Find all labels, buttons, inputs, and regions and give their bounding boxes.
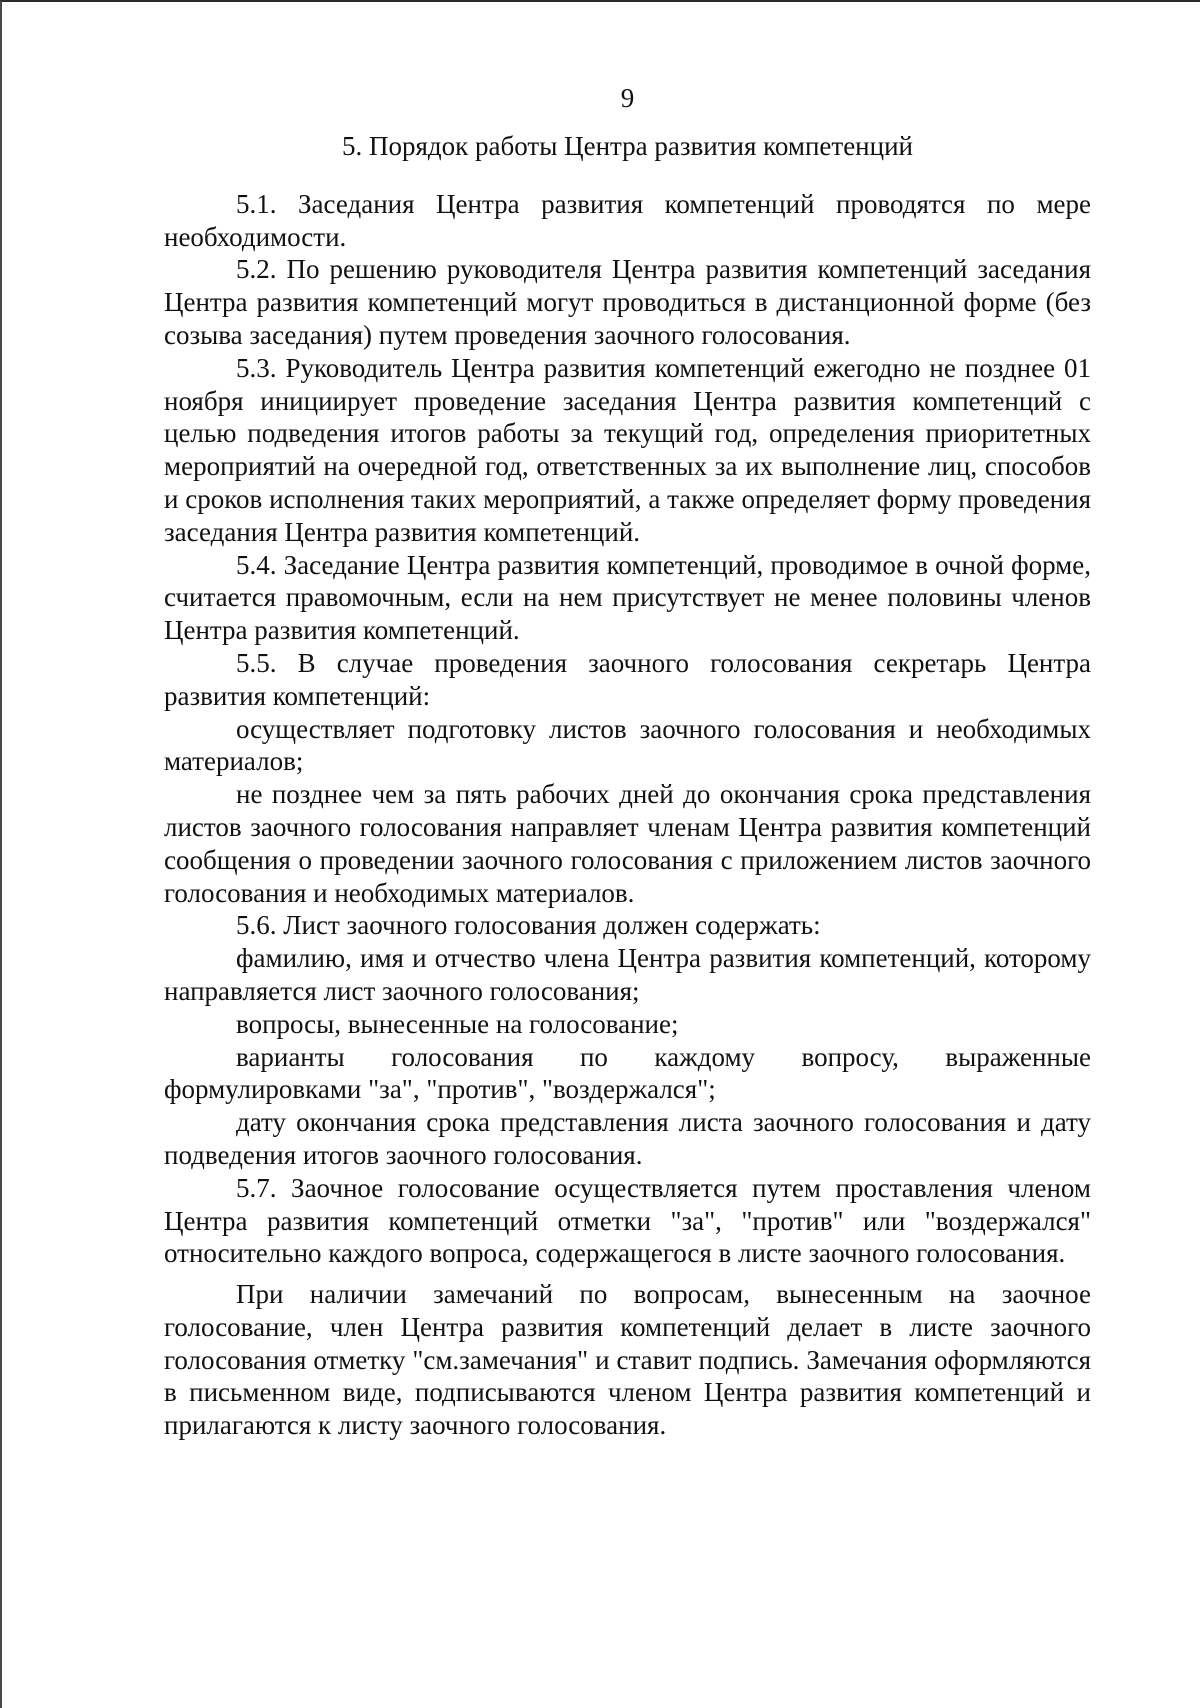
paragraph-5-5: 5.5. В случае проведения заочного голосования секретарь Центра развития компетенций: [164, 647, 1091, 711]
paragraph-5-2: 5.2. По решению руководителя Центра развития компетенций заседания Центра развития компетенций могут проводиться в дистанционной форме (без созыва заседания) путем проведения заочного голосования. [164, 254, 1091, 350]
list-item-deadline: дату окончания срока представления листа заочного голосования и дату подведения итогов заочного голосования. [164, 1107, 1091, 1170]
document-page [164, 82, 1091, 1442]
page-number: 9 [620, 83, 635, 113]
section-title: 5. Порядок работы Центра развития компетенций [342, 131, 913, 161]
list-item-prepare-sheets: осуществляет подготовку листов заочного голосования и необходимых материалов; [164, 713, 1091, 777]
paragraph-5-1: 5.1. Заседания Центра развития компетенций проводятся по мере необходимости. [164, 188, 1091, 252]
paragraph-5-4: 5.4. Заседание Центра развития компетенций, проводимое в очной форме, считается правомочным, если на нем присутствует не менее половины членов Центра развития компетенций. [164, 549, 1091, 646]
list-item-questions: вопросы, вынесенные на голосование; [236, 1008, 679, 1039]
paragraph-5-7: 5.7. Заочное голосование осуществляется путем проставления членом Центра развития компетенций отметки "за", "против" или "воздержался" относительно каждого вопроса, содержащегося в листе заочного голосования. [164, 1172, 1091, 1269]
paragraph-5-6: 5.6. Лист заочного голосования должен содержать: [236, 910, 821, 941]
paragraph-5-3: 5.3. Руководитель Центра развития компетенций ежегодно не позднее 01 ноября инициирует проведение заседания Центра развития компетенций с целью подведения итогов работы за текущий год, определения приоритетных мероприятий на очередной год, ответственных за их выполнение лиц, способов и сроков исполнения таких мероприятий, а также определяет форму проведения заседания Центра развития компетенций. [164, 352, 1091, 547]
list-item-full-name: фамилию, имя и отчество члена Центра развития компетенций, которому направляется лист заочного голосования; [164, 943, 1091, 1006]
list-item-vote-options: варианты голосования по каждому вопросу, выраженные формулировками "за", "против", "воздержался"; [164, 1041, 1091, 1105]
document-body [164, 188, 1091, 1442]
paragraph-remarks: При наличии замечаний по вопросам, вынесенным на заочное голосование, член Центра развития компетенций делает в листе заочного голосования отметку "см.замечания" и ставит подпись. Замечания оформляются в письменном виде, подписываются членом Центра развития компетенций и прилагаются к листу заочного голосования. [164, 1279, 1091, 1441]
list-item-send-notices: не позднее чем за пять рабочих дней до окончания срока представления листов заочного голосования направляет членам Центра развития компетенций сообщения о проведении заочного голосования с приложением листов заочного голосования и необходимых материалов. [164, 779, 1091, 908]
